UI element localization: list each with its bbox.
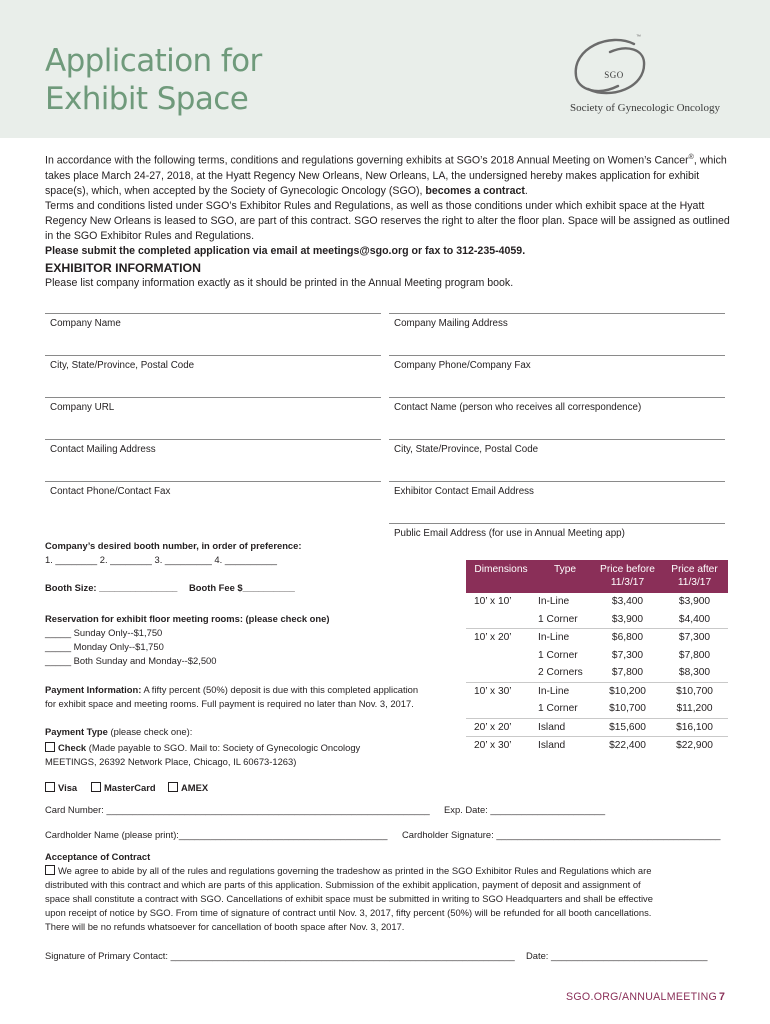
cell-price-after: $4,400 [678,613,711,625]
price-row [466,718,728,737]
contact-phone-fax-field[interactable]: Contact Phone/Contact Fax [45,481,381,499]
cell-price-before: $3,900 [611,613,644,625]
primary-contact-signature-field[interactable]: Signature of Primary Contact: __________________________________________________________________ [45,950,515,961]
price-row [466,737,728,755]
cell-dimensions: 10’ x 30’ [466,682,536,700]
cell-price-after: $10,700 [661,682,728,700]
payment-visa-option[interactable]: Visa [45,781,77,794]
acceptance-line-5: There will be no refunds whatsoever for cancellation of booth space after Nov. 3, 2017. [45,921,405,932]
cell-price-after: $22,900 [661,737,728,755]
footer-url: SGO.ORG/ANNUALMEETING [566,991,718,1003]
header-type: Type [536,560,594,593]
cell-type: 1 Corner [538,613,578,625]
cell-price-after: $8,300 [678,667,711,679]
company-phone-fax-field[interactable]: Company Phone/Company Fax [389,355,725,373]
cell-price-before: $7,300 [611,649,644,661]
booth-preference-blanks[interactable]: 1. ________ 2. ________ 3. _________ 4. __________ [45,554,277,565]
sgo-swirl-icon [566,34,656,104]
cell-price-before: $6,800 [594,629,661,647]
payment-check-address: MEETINGS, 26392 Network Place, Chicago, IL 60673-1263) [45,756,297,767]
visa-checkbox[interactable] [45,782,55,792]
header-price-after: Price after 11/3/17 [661,560,728,593]
exhibitor-contact-email-field[interactable]: Exhibitor Contact Email Address [389,481,725,499]
cell-price-before: $3,400 [611,596,644,608]
page-title [45,42,262,118]
payment-mastercard-option[interactable]: MasterCard [91,781,156,794]
cell-price-after: $11,200 [676,703,713,715]
logo-abbr: SGO [604,70,624,80]
acceptance-checkbox[interactable] [45,865,55,875]
reservation-option-sunday[interactable]: _____ Sunday Only--$1,750 [45,627,163,638]
cell-type: 1 Corner [538,649,578,661]
cell-dimensions: 10’ x 10’ [474,596,512,608]
cell-price-after: $3,900 [678,596,711,608]
cell-type: In-Line [536,629,594,647]
cell-dimensions [466,611,536,629]
cell-type: Island [536,737,594,755]
cell-type: 1 Corner [538,703,578,715]
acceptance-line-2: distributed with this contract and which are parts of this application. Submission of the exhibit application, payment of deposit and assignment of [45,879,641,890]
cell-price-before: $10,700 [609,703,646,715]
company-url-field[interactable]: Company URL [45,397,381,415]
cell-type: 2 Corners [538,667,583,679]
signature-date-field[interactable]: Date: ______________________________ [526,950,708,961]
price-row [466,611,728,629]
reservation-heading: Reservation for exhibit floor meeting rooms: (please check one) [45,613,330,624]
cell-dimensions [466,700,536,718]
public-email-field[interactable]: Public Email Address (for use in Annual Meeting app) [389,523,725,541]
page-number: 7 [719,991,726,1003]
exhibitor-heading: EXHIBITOR INFORMATION [45,261,201,275]
payment-check-option[interactable]: Check (Made payable to SGO. Mail to: Society of Gynecologic Oncology [45,741,360,754]
cell-dimensions [466,664,536,682]
price-row [466,682,728,700]
cell-dimensions: 10’ x 20’ [466,629,536,647]
cardholder-name-field[interactable]: Cardholder Name (please print):________________________________________ [45,829,388,840]
price-row [466,629,728,647]
payment-amex-option[interactable]: AMEX [168,781,208,794]
price-row [466,664,728,682]
cell-price-after: $7,800 [678,649,711,661]
cell-price-after: $7,300 [661,629,728,647]
city-state-postal-field[interactable]: City, State/Province, Postal Code [45,355,381,373]
price-row [466,593,728,611]
cell-type: In-Line [536,682,594,700]
exp-date-field[interactable]: Exp. Date: ______________________ [444,804,606,815]
title-line-2: Exhibit Space [45,81,249,117]
cell-dimensions: 20’ x 30’ [466,737,536,755]
reservation-option-both[interactable]: _____ Both Sunday and Monday--$2,500 [45,655,217,666]
intro-paragraph-1: In accordance with the following terms, conditions and regulations governing exhibits at SGO’s 2018 Annual Meeting on Women’s Cancer®, which takes place March 24-27, 2018, at the Hyatt Regency New Orleans, New Orleans, LA, the undersigned hereby makes application for exhibit space(s), which, when accepted by the Society of Gynecologic Oncology (SGO), becomes a contract. [45,154,727,197]
cell-price-after: $16,100 [661,718,728,737]
price-row [466,700,728,718]
acceptance-heading: Acceptance of Contract [45,851,151,862]
cell-price-before: $10,200 [594,682,661,700]
cell-price-before: $7,800 [611,667,644,679]
company-mailing-address-field[interactable]: Company Mailing Address [389,313,725,331]
cell-price-before: $22,400 [594,737,661,755]
booth-size-field[interactable]: Booth Size: _______________ [45,582,178,593]
cell-dimensions [466,647,536,665]
cell-price-before: $15,600 [594,718,661,737]
acceptance-line-1: We agree to abide by all of the rules and regulations governing the tradeshow as printed in the SGO Exhibitor Rules and Regulations which are [45,864,651,877]
contact-mailing-address-field[interactable]: Contact Mailing Address [45,439,381,457]
amex-checkbox[interactable] [168,782,178,792]
sgo-logo [566,34,720,120]
intro-paragraph-2: Terms and conditions listed under SGO’s Exhibitor Rules and Regulations, as well as those conditions under which exhibit space at the Hyatt Regency New Orleans is leased to SGO, are part of this contract. SGO reserves the right to alter the floor plan. Space will be assigned as outlined in the SGO Exhibitor Rules and Regulations. [45,199,730,242]
mastercard-checkbox[interactable] [91,782,101,792]
cell-dimensions: 20’ x 20’ [466,718,536,737]
reservation-option-monday[interactable]: _____ Monday Only--$1,750 [45,641,164,652]
booth-price-table [466,560,728,755]
title-line-1: Application for [45,43,262,79]
header-band [0,0,770,138]
price-row [466,647,728,665]
booth-fee-field[interactable]: Booth Fee $__________ [189,582,295,593]
contact-name-field[interactable]: Contact Name (person who receives all correspondence) [389,397,725,415]
logo-name: Society of Gynecologic Oncology [570,102,720,114]
check-checkbox[interactable] [45,742,55,752]
card-number-field[interactable]: Card Number: ______________________________________________________________ [45,804,430,815]
booth-preference-label: Company’s desired booth number, in order of preference: [45,540,302,551]
payment-type-label: Payment Type (please check one): [45,726,193,737]
payment-information-line-2: for exhibit space and meeting rooms. Full payment is required no later than Nov. 3, 2017. [45,698,414,709]
payment-information: Payment Information: A fifty percent (50%) deposit is due with this completed application [45,684,419,695]
acceptance-line-3: space shall constitute a contract with SGO. Cancellations of exhibit space must be submitted in writing to SGO Headquarters and shall be effective [45,893,653,904]
logo-tm: ™ [636,34,641,40]
intro-text [45,150,735,259]
header-price-before: Price before 11/3/17 [594,560,661,593]
cell-type: Island [536,718,594,737]
cardholder-signature-field[interactable]: Cardholder Signature: ___________________________________________ [402,829,721,840]
exhibitor-subheading: Please list company information exactly as it should be printed in the Annual Meeting program book. [45,277,514,289]
acceptance-line-4: upon receipt of notice by SGO. From time of signature of contract until Nov. 3, 2017, fifty percent (50%) will be refunded for all booth cancellations. [45,907,652,918]
contact-city-state-postal-field[interactable]: City, State/Province, Postal Code [389,439,725,457]
cell-type: In-Line [538,596,570,608]
header-dimensions: Dimensions [466,560,536,593]
intro-paragraph-3: Please submit the completed application via email at meetings@sgo.org or fax to 312-235-4059. [45,244,526,257]
company-name-field[interactable]: Company Name [45,313,381,331]
